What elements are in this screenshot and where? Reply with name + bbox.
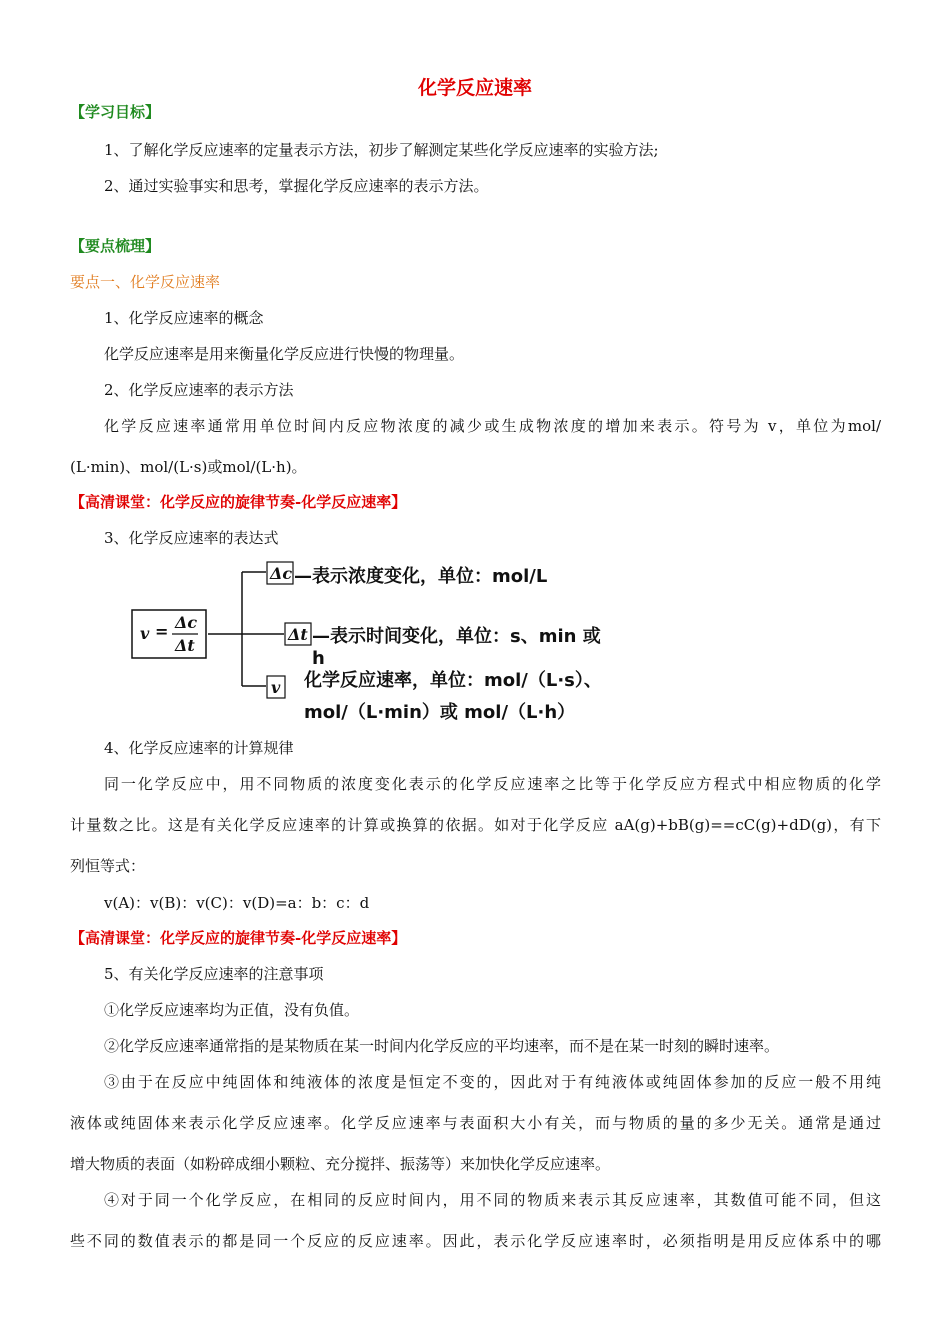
note-4-line1: ④对于同一个化学反应，在相同的反应时间内，用不同的物质来表示其反应速率，其数值可能不同，但这 [104,1191,881,1209]
note-4-line2: 些不同的数值表示的都是同一个反应的反应速率。因此，表示化学反应速率时，必须指明是用反应体系中的哪 [70,1232,881,1250]
point-1-heading: 要点一、化学反应速率 [70,273,221,291]
sub-2: 2、化学反应速率的表示方法 [104,381,294,399]
delta-t-description: —表示时间变化，单位：s、min 或 h [312,626,601,669]
v-description-line1: 化学反应速率，单位：mol/（L·s）、 [304,670,602,691]
hd-class-label-1: 【高清课堂：化学反应的旋律节奏-化学反应速率】 [70,493,407,511]
hd-class-label-2: 【高清课堂：化学反应的旋律节奏-化学反应速率】 [70,929,407,947]
sub-4-line3: 列恒等式： [70,857,146,875]
formula-equals: = [155,622,169,641]
sub-4-line2: 计量数之比。这是有关化学反应速率的计算或换算的依据。如对于化学反应 aA(g)+bB(g)==cC(g)+dD(g)，有下 [70,816,881,834]
note-3-line1: ③由于在反应中纯固体和纯液体的浓度是恒定不变的，因此对于有纯液体或纯固体参加的反应一般不用纯 [104,1073,881,1091]
note-3-line2: 液体或纯固体来表示化学反应速率。化学反应速率与表面积大小有关，而与物质的量的多少无关。通常是通过 [70,1114,881,1132]
formula-denominator: Δt [175,636,195,655]
sub-3: 3、化学反应速率的表达式 [104,529,279,547]
v-symbol: v [271,678,281,697]
rate-expression-diagram [130,558,610,732]
formula-v: v [140,624,150,643]
goals-heading: 【学习目标】 [70,103,161,121]
sub-1-text: 化学反应速率是用来衡量化学反应进行快慢的物理量。 [104,345,465,363]
sub-1: 1、化学反应速率的概念 [104,309,264,327]
note-1: ①化学反应速率均为正值，没有负值。 [104,1001,360,1019]
delta-c-symbol: Δc [270,564,293,583]
v-description-line2: mol/（L·min）或 mol/（L·h） [304,702,576,723]
sub-4-line1: 同一化学反应中，用不同物质的浓度变化表示的化学反应速率之比等于化学反应方程式中相应物质的化学 [104,775,881,793]
goal-2: 2、通过实验事实和思考，掌握化学反应速率的表示方法。 [104,177,489,195]
sub-4: 4、化学反应速率的计算规律 [104,739,294,757]
note-3-line3: 增大物质的表面（如粉碎成细小颗粒、充分搅拌、振荡等）来加快化学反应速率。 [70,1155,611,1173]
sub-2-text-line1: 化学反应速率通常用单位时间内反应物浓度的减少或生成物浓度的增加来表示。符号为 v，单位为mol/ [104,417,881,435]
sub-2-text-line2: (L·min)、mol/(L·s)或mol/(L·h)。 [70,458,307,476]
points-heading: 【要点梳理】 [70,237,161,255]
goal-1: 1、了解化学反应速率的定量表示方法，初步了解测定某些化学反应速率的实验方法; [104,141,659,159]
note-2: ②化学反应速率通常指的是某物质在某一时间内化学反应的平均速率，而不是在某一时刻的瞬时速率。 [104,1037,780,1055]
delta-c-description: —表示浓度变化，单位：mol/L [294,566,548,587]
formula-numerator: Δc [175,613,198,632]
sub-5: 5、有关化学反应速率的注意事项 [104,965,324,983]
delta-t-symbol: Δt [288,625,308,644]
page-title: 化学反应速率 [417,77,532,99]
sub-4-ratio: v(A)：v(B)：v(C)：v(D)=a：b：c：d [104,894,370,912]
